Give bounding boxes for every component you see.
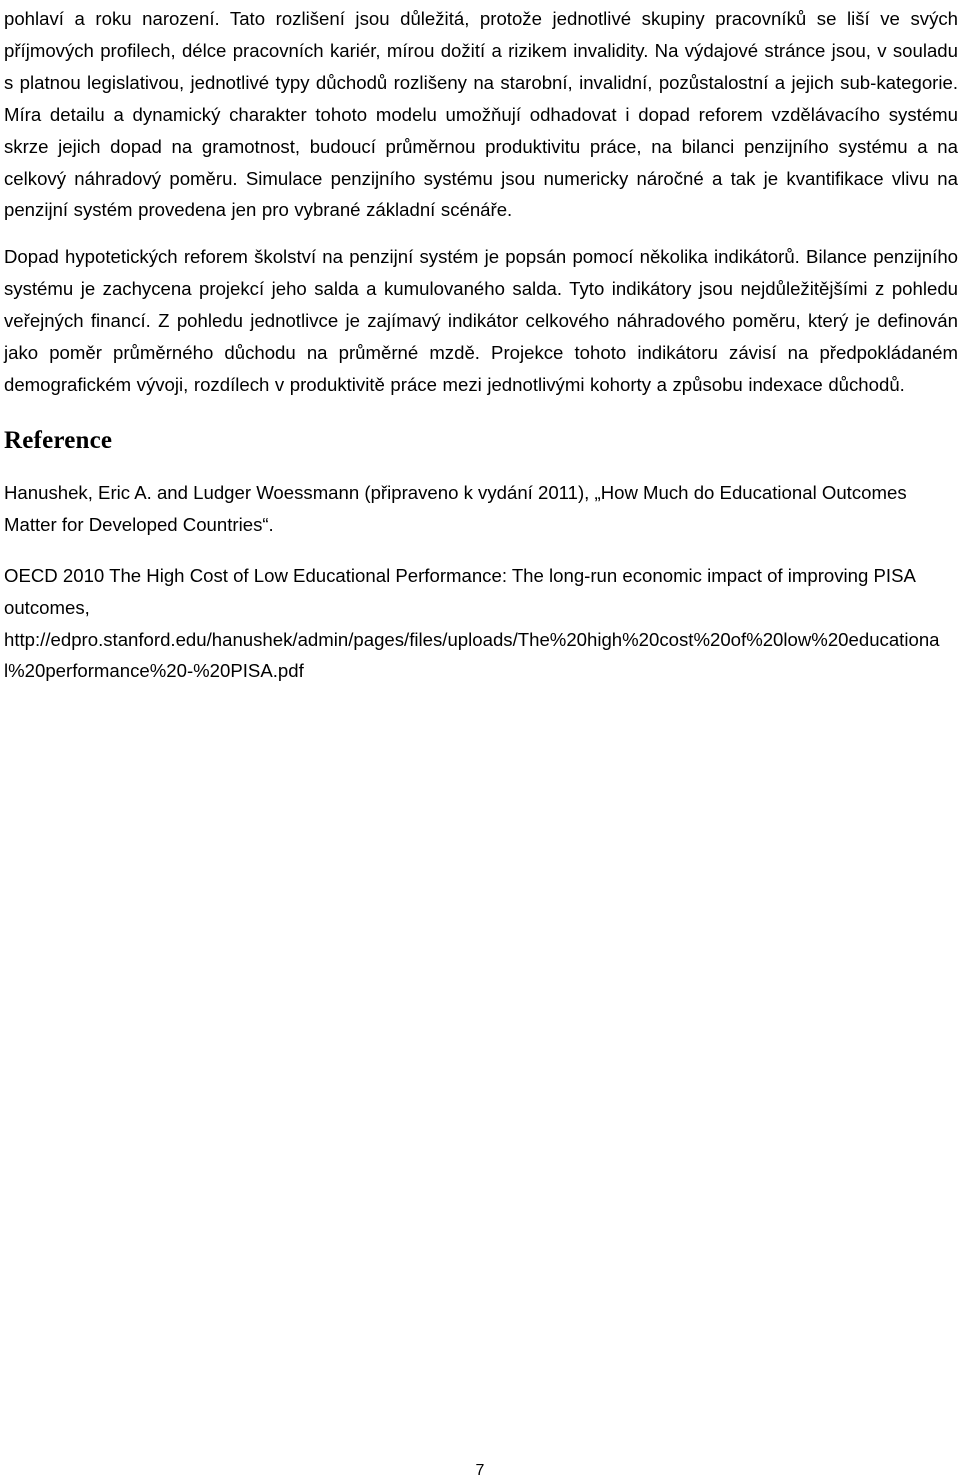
document-page — [4, 0, 958, 706]
body-paragraph-pension-model: pohlaví a roku narození. Tato rozlišení jsou důležitá, protože jednotlivé skupiny pracovníků se liší ve svých příjmových profilech, délce pracovních kariér, mírou dožití a rizikem invalidity. Na výdajové stránce jsou, v souladu s platnou legislativou, jednotlivé typy důchodů rozlišeny na starobní, invalidní, pozůstalostní a jejich sub-kategorie. Míra detailu a dynamický charakter tohoto modelu umožňují odhadovat i dopad reforem vzdělávacího systému skrze jejich dopad na gramotnost, budoucí průměrnou produktivitu práce, na bilanci penzijního systému a na celkový náhradový poměru. Simulace penzijního systému jsou numericky náročné a tak je kvantifikace vlivu na penzijní systém provedena jen pro vybrané základní scénáře. — [4, 8, 958, 221]
reference-oecd — [4, 560, 958, 688]
references-heading: Reference — [4, 426, 113, 454]
reference-oecd-url[interactable]: http://edpro.stanford.edu/hanushek/admin/pages/files/uploads/The%20high%20cost%20of%20low%20educational%20performance%20-%20PISA.pdf — [4, 628, 940, 682]
reference-oecd-text: OECD 2010 The High Cost of Low Educational Performance: The long-run economic impact of improving PISA outcomes, — [4, 564, 915, 618]
reference-hanushek: Hanushek, Eric A. and Ludger Woessmann (připraveno k vydání 2011), „How Much do Educational Outcomes Matter for Developed Countries“. — [4, 481, 907, 535]
page-number: 7 — [475, 1462, 485, 1479]
body-paragraph-indicators: Dopad hypotetických reforem školství na penzijní systém je popsán pomocí několika indikátorů. Bilance penzijního systému je zachycena projekcí jeho salda a kumulovaného salda. Tyto indikátory jsou nejdůležitějšími z pohledu veřejných financí. Z pohledu jednotlivce je zajímavý indikátor celkového náhradového poměru, který je definován jako poměr průměrného důchodu na průměrné mzdě. Projekce tohoto indikátoru závisí na předpokládaném demografickém vývoji, rozdílech v produktivitě práce mezi jednotlivými kohorty a způsobu indexace důchodů. — [4, 246, 958, 395]
references-list — [4, 477, 958, 687]
